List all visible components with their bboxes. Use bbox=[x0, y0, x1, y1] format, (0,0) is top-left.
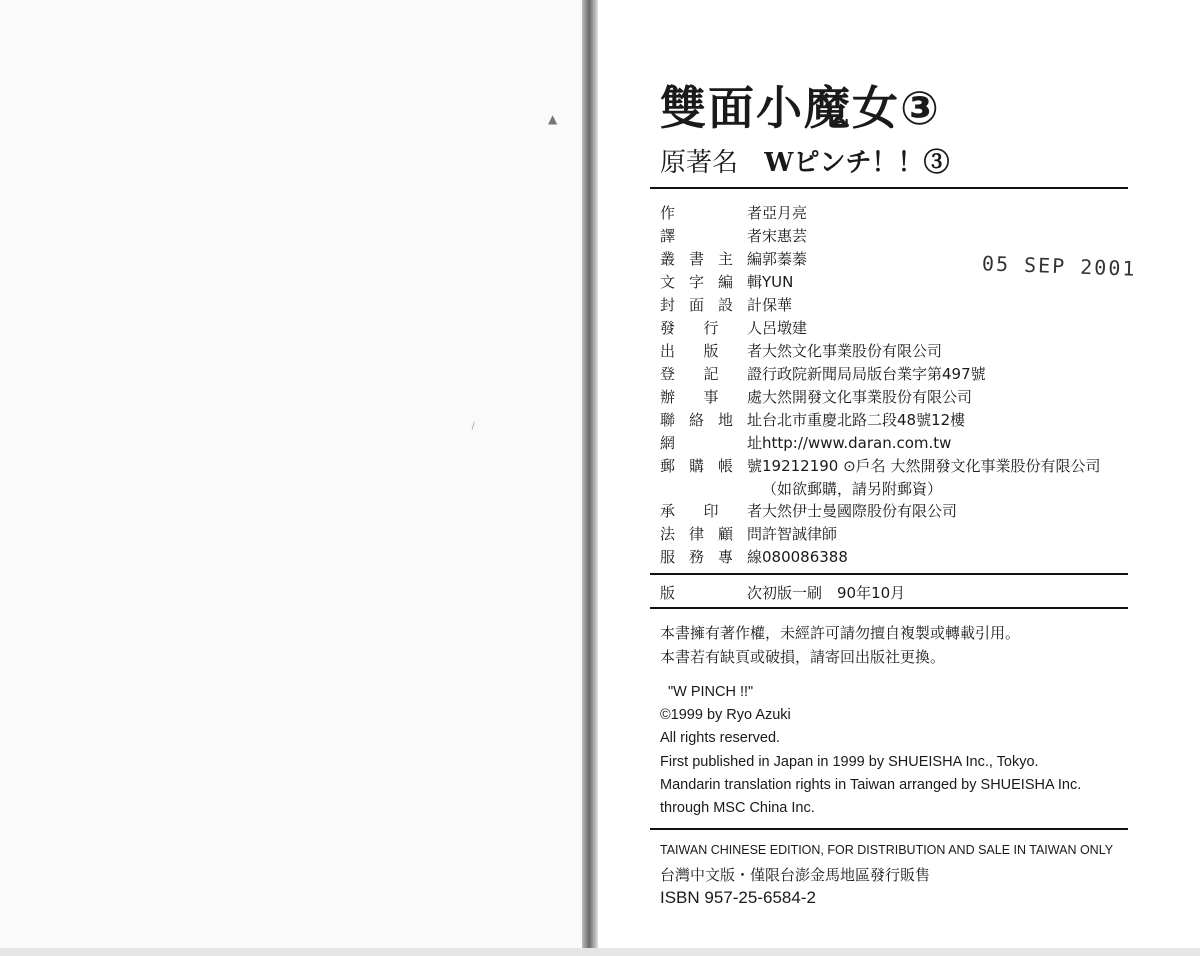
date-stamp: 05 SEP 2001 bbox=[981, 251, 1137, 281]
credit-value: 宋惠芸 bbox=[762, 227, 808, 245]
distribution-notice: TAIWAN CHINESE EDITION, FOR DISTRIBUTION AND SALE IN TAIWAN ONLY bbox=[660, 843, 1114, 857]
credit-value: YUN bbox=[762, 273, 794, 291]
credit-key: 叢書主編 bbox=[660, 250, 762, 268]
credit-row bbox=[660, 523, 1140, 546]
credit-row bbox=[660, 500, 1140, 523]
page-bottom-edge bbox=[0, 948, 1200, 956]
book-title: 雙面小魔女③ bbox=[660, 81, 941, 135]
credit-key: 登 記 證 bbox=[660, 365, 762, 383]
original-title-label: 原著名 bbox=[660, 148, 739, 178]
divider bbox=[650, 187, 1128, 189]
credit-row bbox=[660, 340, 1140, 363]
credit-value: （如欲郵購，請另附郵資） bbox=[762, 480, 943, 498]
credit-value: http://www.daran.com.tw bbox=[762, 434, 952, 452]
credit-key bbox=[660, 478, 762, 500]
copyright-line: ©1999 by Ryo Azuki bbox=[660, 707, 791, 723]
original-title-name: Wピンチ！！③ bbox=[764, 148, 950, 178]
defect-notice: 本書若有缺頁或破損，請寄回出版社更換。 bbox=[660, 648, 946, 666]
credit-value: 大然開發文化事業股份有限公司 bbox=[762, 388, 973, 406]
credit-key: 法律顧問 bbox=[660, 525, 762, 543]
original-title-english: "W PINCH !!" bbox=[668, 684, 754, 700]
credit-key: 文字編輯 bbox=[660, 273, 762, 291]
credit-value: 郭蓁蓁 bbox=[762, 250, 808, 268]
credit-key: 網 址 bbox=[660, 434, 762, 452]
speck-mark: ﹨ bbox=[464, 415, 483, 435]
publication-line: First published in Japan in 1999 by SHUEISHA Inc., Tokyo. bbox=[660, 754, 1039, 770]
credit-row bbox=[660, 363, 1140, 386]
credit-value: 許智誠律師 bbox=[762, 525, 838, 543]
credit-value: 保華 bbox=[762, 296, 793, 314]
left-page bbox=[0, 0, 582, 956]
agency-line: through MSC China Inc. bbox=[660, 800, 815, 816]
credit-row bbox=[660, 294, 1140, 317]
credit-key: 郵購帳號 bbox=[660, 457, 762, 475]
credit-value: 行政院新聞局局版台業字第497號 bbox=[762, 365, 986, 383]
credit-row bbox=[660, 386, 1140, 409]
chinese-edition-notice: 台灣中文版・僅限台澎金馬地區發行販售 bbox=[660, 867, 931, 884]
credit-row bbox=[660, 432, 1140, 455]
divider bbox=[650, 828, 1128, 830]
credit-key: 譯 者 bbox=[660, 227, 762, 245]
isbn: ISBN 957-25-6584-2 bbox=[660, 888, 816, 907]
credit-key: 發 行 人 bbox=[660, 319, 762, 337]
translation-rights-line: Mandarin translation rights in Taiwan arranged by SHUEISHA Inc. bbox=[660, 777, 1082, 793]
copyright-notice: 本書擁有著作權，未經許可請勿擅自複製或轉載引用。 bbox=[660, 624, 1021, 642]
book-gutter bbox=[582, 0, 598, 956]
divider bbox=[650, 607, 1128, 609]
credit-row bbox=[660, 409, 1140, 432]
credit-value: 080086388 bbox=[762, 548, 848, 566]
credit-value: 呂墩建 bbox=[762, 319, 808, 337]
edition-value: 初版一刷 90年10月 bbox=[762, 584, 906, 602]
credit-value: 大然文化事業股份有限公司 bbox=[762, 342, 943, 360]
credit-row bbox=[660, 317, 1140, 340]
rights-line: All rights reserved. bbox=[660, 730, 781, 746]
edition-row bbox=[660, 582, 905, 603]
credit-key: 封面設計 bbox=[660, 296, 762, 314]
edition-key: 版 次 bbox=[660, 584, 762, 602]
credit-value: 19212190 ⊙戶名 大然開發文化事業股份有限公司 bbox=[762, 457, 1101, 475]
credit-row bbox=[660, 202, 1140, 225]
credit-key: 承 印 者 bbox=[660, 502, 762, 520]
credit-key: 作 者 bbox=[660, 204, 762, 222]
credit-row bbox=[660, 546, 1140, 569]
speck-mark: ▲ bbox=[548, 112, 558, 126]
credit-key: 出 版 者 bbox=[660, 342, 762, 360]
credit-value: 台北市重慶北路二段48號12樓 bbox=[762, 411, 966, 429]
credit-row bbox=[660, 455, 1140, 478]
original-title bbox=[660, 142, 949, 179]
credit-key: 服務專線 bbox=[660, 548, 762, 566]
divider bbox=[650, 573, 1128, 575]
credit-value: 大然伊士曼國際股份有限公司 bbox=[762, 502, 958, 520]
credit-value: 亞月亮 bbox=[762, 204, 808, 222]
credit-row bbox=[660, 478, 1140, 500]
credit-row bbox=[660, 225, 1140, 248]
credit-key: 辦 事 處 bbox=[660, 388, 762, 406]
credit-key: 聯絡地址 bbox=[660, 411, 762, 429]
